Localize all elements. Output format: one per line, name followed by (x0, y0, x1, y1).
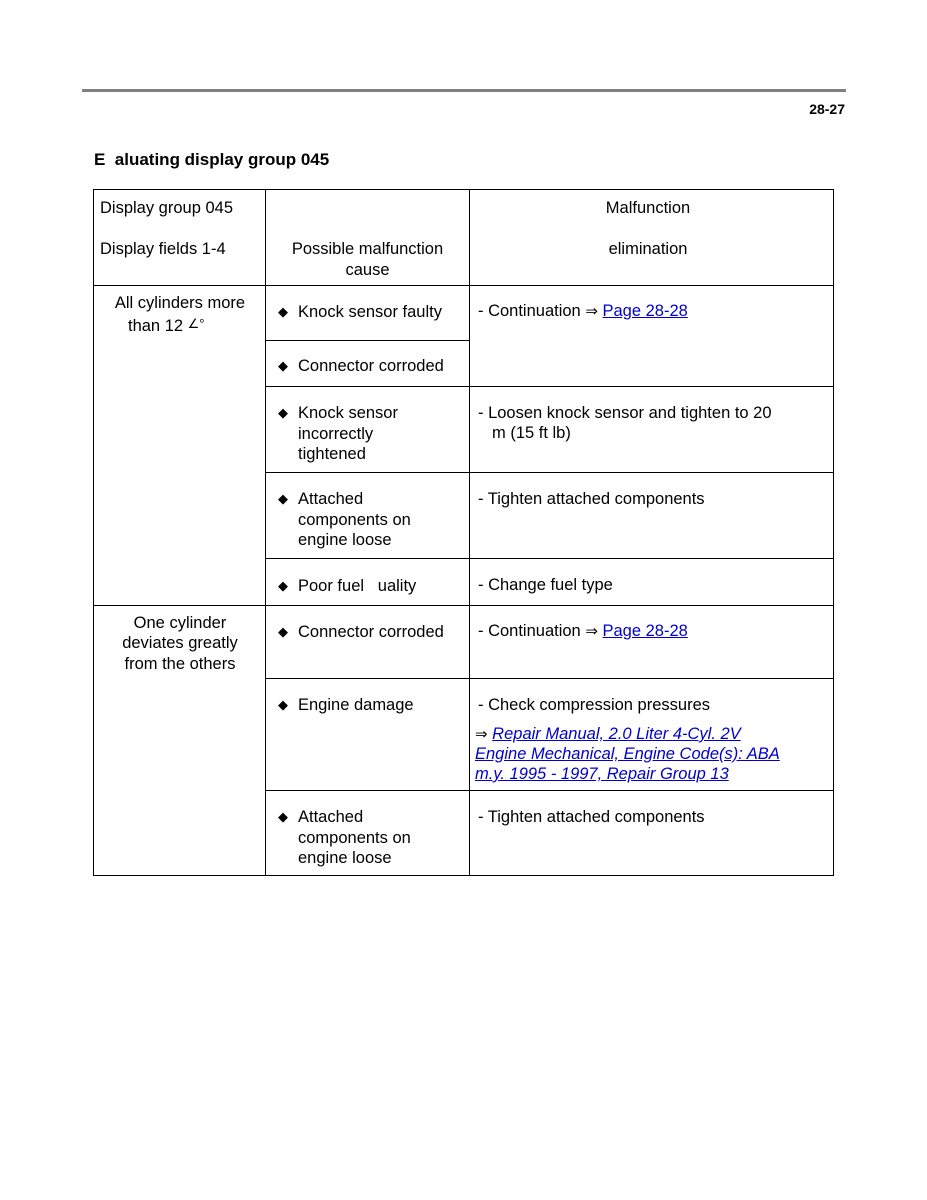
cause-label: Knock sensor faulty (298, 303, 442, 321)
cause-label: Poor fuel uality (298, 577, 417, 595)
header-cause-line1: Possible malfunction (291, 240, 444, 258)
remedy-loosen-line1: - Loosen knock sensor and tighten to 20 (478, 404, 772, 422)
row-divider (266, 340, 469, 341)
row-divider (266, 472, 834, 473)
header-display-group: Display group 045 (100, 199, 233, 217)
cause-label: Knock sensor (298, 404, 398, 422)
cause-label: Engine damage (298, 696, 414, 714)
row-divider (266, 678, 834, 679)
cause-label: tightened (298, 445, 366, 463)
repair-manual-link[interactable]: m.y. 1995 - 1997, Repair Group 13 (475, 765, 729, 783)
repair-manual-link-line2 (475, 744, 780, 765)
arrow-right-icon: ⇒ (585, 303, 598, 320)
remedy-label: - Continuation (478, 302, 586, 320)
bullet-icon: ◆ (278, 578, 288, 593)
page-number: 28-27 (809, 101, 845, 117)
bullet-icon: ◆ (278, 358, 288, 373)
cause-label: components on (298, 510, 411, 529)
condition-one-cylinder-line1: One cylinder (133, 614, 227, 632)
repair-manual-link-line1 (475, 724, 741, 746)
condition-all-cylinders-line2 (128, 314, 205, 337)
bullet-icon: ◆ (278, 405, 288, 420)
repair-manual-link[interactable]: Repair Manual, 2.0 Liter 4-Cyl. 2V (492, 725, 741, 743)
cause-label: Attached (298, 490, 364, 508)
bullet-icon: ◆ (278, 809, 288, 824)
remedy-check-compression: - Check compression pressures (478, 696, 710, 714)
header-cause-line2: cause (345, 261, 390, 279)
remedy-tighten: - Tighten attached components (478, 490, 705, 508)
remedy-continuation (478, 621, 688, 643)
cause-label: engine loose (298, 531, 392, 549)
page-28-28-link[interactable]: Page 28-28 (602, 622, 688, 640)
arrow-right-icon: ⇒ (585, 623, 598, 640)
remedy-continuation (478, 301, 688, 323)
cause-label: components on (298, 828, 411, 847)
row-divider (266, 558, 834, 559)
group-divider (94, 605, 834, 606)
cause-label: incorrectly (298, 424, 374, 443)
arrow-right-icon: ⇒ (475, 726, 488, 743)
section-title: E aluating display group 045 (94, 150, 330, 169)
condition-one-cylinder-line3: from the others (124, 655, 236, 673)
repair-manual-link[interactable]: Engine Mechanical, Engine Code(s): ABA (475, 745, 780, 763)
condition-text: than 12 (128, 317, 184, 335)
row-divider (266, 386, 834, 387)
remedy-label: - Continuation (478, 622, 586, 640)
condition-all-cylinders-line1: All cylinders more (114, 294, 246, 312)
top-rule (82, 89, 846, 92)
header-divider (94, 285, 834, 286)
header-display-fields: Display fields 1-4 (100, 240, 226, 258)
cause-label: Connector corroded (298, 623, 444, 641)
cause-label: engine loose (298, 849, 392, 867)
col-divider-2 (469, 190, 470, 876)
angle-degree-symbol: ∠° (187, 316, 205, 331)
remedy-tighten: - Tighten attached components (478, 808, 705, 826)
display-group-table (93, 189, 834, 876)
bullet-icon: ◆ (278, 624, 288, 639)
bullet-icon: ◆ (278, 491, 288, 506)
bullet-icon: ◆ (278, 697, 288, 712)
row-divider (266, 790, 834, 791)
header-elimination: elimination (608, 240, 688, 258)
remedy-loosen-line2: m (15 ft lb) (492, 424, 571, 442)
bullet-icon: ◆ (278, 304, 288, 319)
cause-label: Attached (298, 808, 364, 826)
repair-manual-link-line3 (475, 764, 729, 785)
cause-label: Connector corroded (298, 357, 444, 375)
header-malfunction: Malfunction (605, 199, 691, 217)
page-28-28-link[interactable]: Page 28-28 (602, 302, 688, 320)
remedy-change-fuel: - Change fuel type (478, 576, 613, 594)
condition-one-cylinder-line2: deviates greatly (122, 634, 238, 652)
